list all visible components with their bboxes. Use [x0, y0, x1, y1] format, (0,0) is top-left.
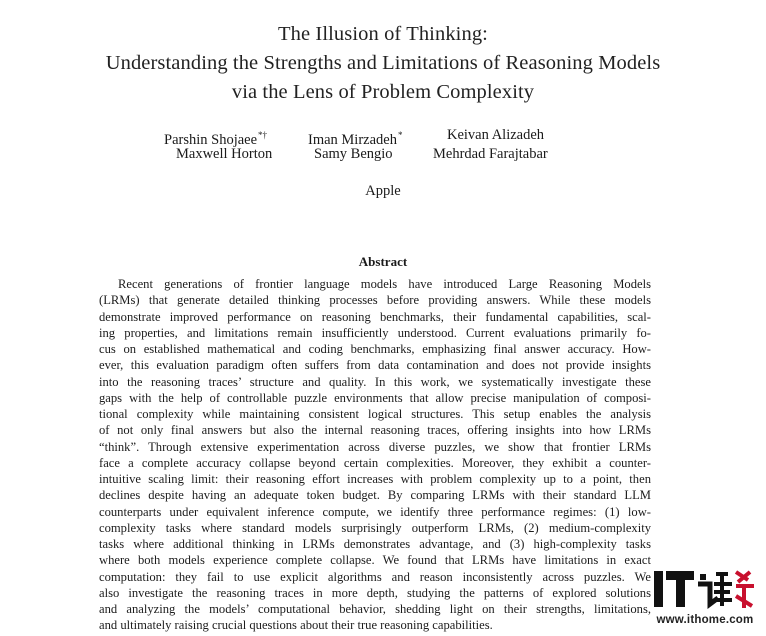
- abstract-line: face a complete accuracy collapse beyond certain complexities. Moreover, they exhibit a counter-: [99, 455, 651, 470]
- author-name: Iman Mirzadeh*: [308, 130, 403, 148]
- abstract-line: declines despite having an adequate token budget. By comparing LRMs with their standard LLM: [99, 488, 651, 503]
- abstract-line: “think”. Through extensive experimentation across diverse puzzles, we show that frontier LRMs: [99, 439, 651, 454]
- abstract-line: cus on established mathematical and coding benchmarks, emphasizing final answer accuracy. How-: [99, 342, 651, 356]
- author-name: Samy Bengio: [314, 146, 393, 162]
- abstract-body: [99, 276, 651, 634]
- abstract-line: also investigate the reasoning traces in more depth, studying the patterns of explored solutions: [99, 585, 651, 600]
- abstract-line: tional complexity while maintaining consistent logical structures. This setup enables the analysis: [99, 407, 651, 421]
- author-name: Parshin Shojaee*†: [164, 130, 268, 148]
- abstract-line: and analyzing the models’ computational behavior, shedding light on their strengths, limitations,: [99, 602, 651, 616]
- abstract-line: counterparts under equivalent inference compute, we identify three performance regimes: (1) low-: [99, 504, 651, 519]
- abstract-heading: Abstract: [358, 254, 408, 269]
- abstract-line: (LRMs) that generate detailed thinking processes before providing answers. While these models: [99, 293, 651, 308]
- author-name: Keivan Alizadeh: [447, 127, 545, 143]
- watermark: [650, 568, 760, 630]
- abstract-line: computation: they fail to use explicit algorithms and reason inconsistently across puzzles. We: [99, 569, 651, 584]
- affiliation: Apple: [365, 183, 401, 199]
- abstract-line: ing properties, and limitations remain insufficiently understood. Current evaluations primarily fo-: [99, 325, 651, 340]
- watermark-url: www.ithome.com: [656, 614, 754, 626]
- author-name: Mehrdad Farajtabar: [433, 146, 548, 162]
- author-list: [0, 126, 766, 164]
- abstract-line: gaps with the help of controllable puzzle environments that allow precise manipulation of composi-: [99, 390, 651, 405]
- abstract-line: intuitive scaling limit: their reasoning effort increases with problem complexity up to a point, then: [99, 472, 651, 486]
- abstract-line: of not only final answers but also the internal reasoning traces, offering insights into how LRMs: [99, 423, 651, 438]
- title-line-2: Understanding the Strengths and Limitations of Reasoning Models: [105, 52, 661, 74]
- ithome-logo-icon: [652, 568, 758, 612]
- abstract-line: ever, this evaluation paradigm often suffers from data contamination and does not provide insights: [99, 358, 651, 373]
- abstract-line: where both models experience complete collapse. We found that LRMs have limitations in exact: [99, 553, 651, 568]
- abstract-line: demonstrate improved performance on reasoning benchmarks, their fundamental capabilities, scal-: [99, 309, 651, 324]
- title-line-1: The Illusion of Thinking:: [278, 23, 488, 45]
- abstract-line: and ultimately raising crucial questions about their true reasoning capabilities.: [99, 618, 493, 633]
- author-name: Maxwell Horton: [176, 146, 273, 162]
- paper-title: [0, 20, 766, 107]
- abstract-line: complexity tasks where standard models surprisingly outperform LRMs, (2) medium-complexity: [99, 520, 651, 535]
- author-row-2: [0, 145, 766, 164]
- title-line-3: via the Lens of Problem Complexity: [231, 81, 535, 103]
- author-row-1: [0, 126, 766, 148]
- abstract-line: tasks where additional thinking in LRMs demonstrates advantage, and (3) high-complexity tasks: [99, 537, 651, 551]
- abstract-line: Recent generations of frontier language models have introduced Large Reasoning Models: [118, 277, 651, 291]
- abstract-line: into the reasoning traces’ structure and quality. In this work, we systematically investigate these: [99, 374, 651, 389]
